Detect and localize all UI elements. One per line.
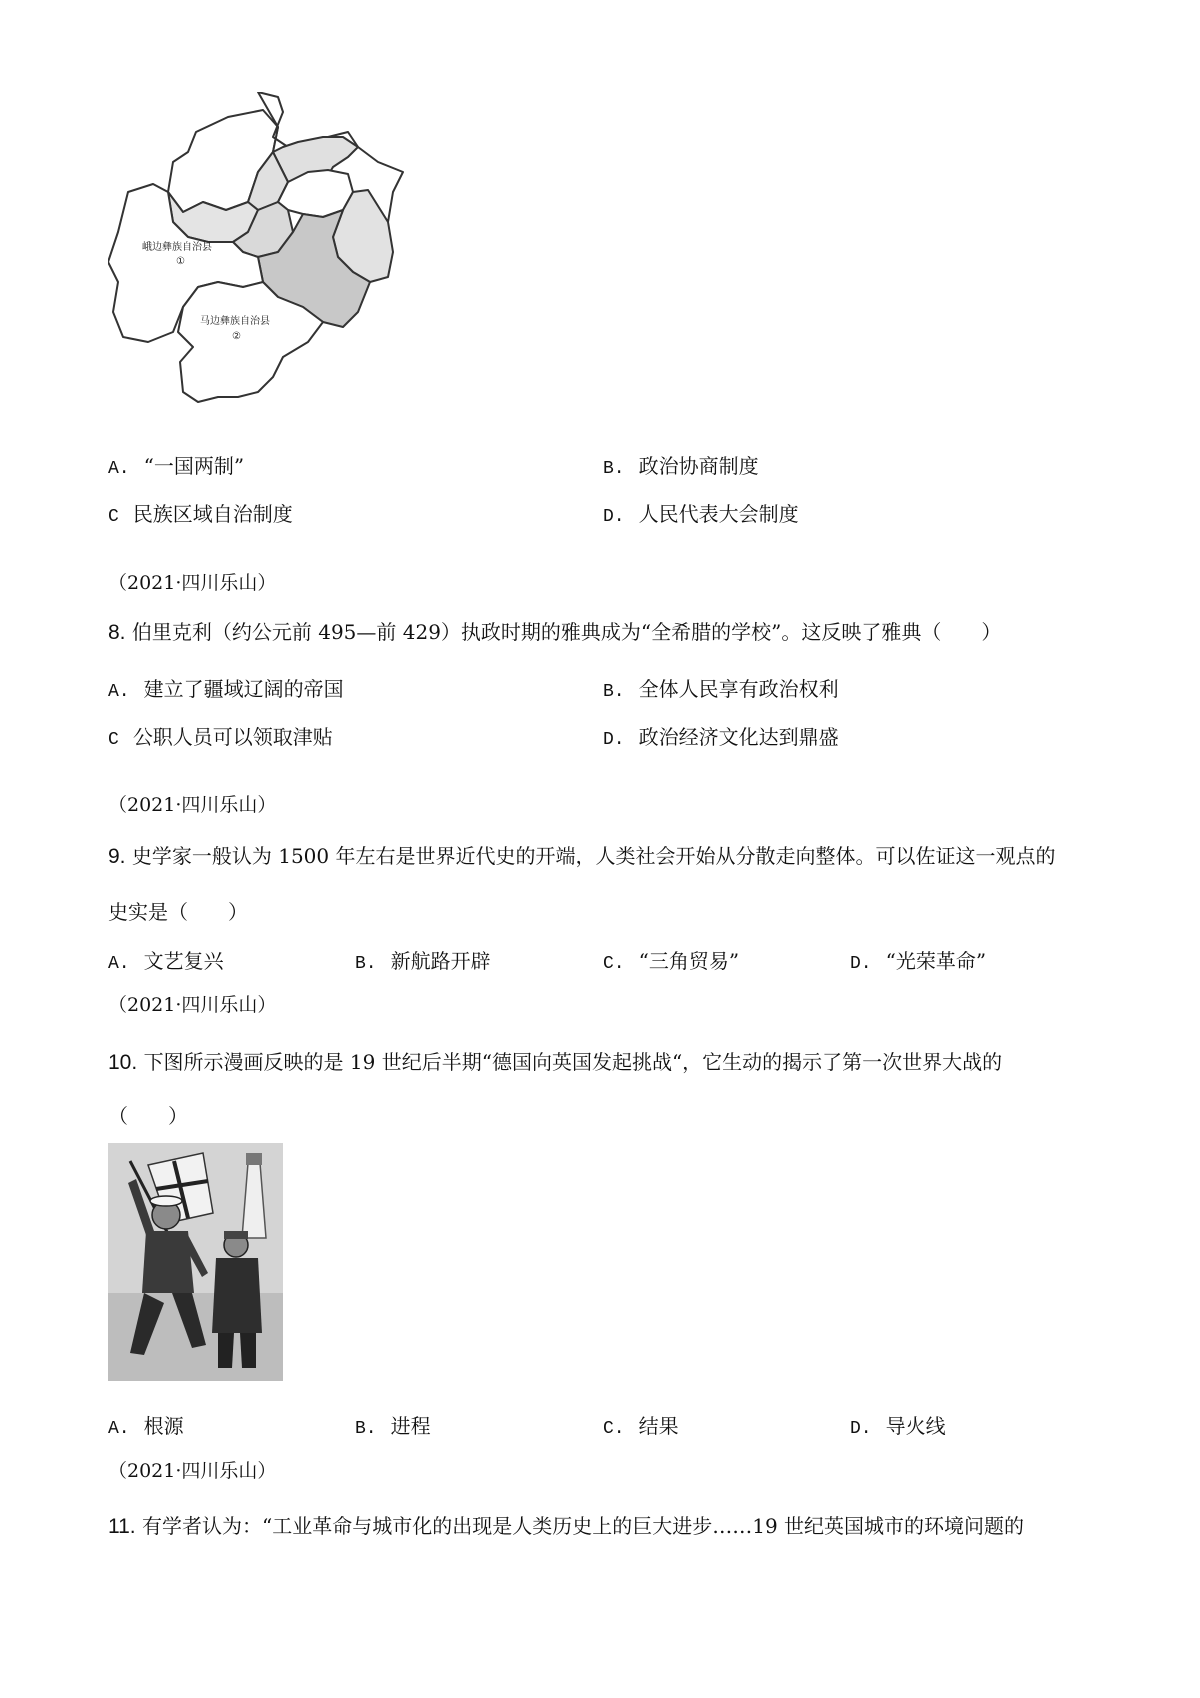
q8-source: （2021·四川乐山） (108, 572, 277, 594)
q8-option-c[interactable] (108, 721, 333, 750)
q8-option-a[interactable] (108, 673, 344, 702)
option-text: “一国两制” (143, 454, 245, 478)
option-text: “光荣革命” (885, 949, 987, 973)
option-letter: C (108, 730, 119, 750)
question-number: 9. (108, 845, 126, 868)
q10-source: （2021·四川乐山） (108, 994, 277, 1016)
q7-option-c[interactable] (108, 498, 293, 527)
option-letter: C. (603, 1419, 625, 1439)
q8-option-b[interactable] (603, 673, 839, 702)
option-text: 政治经济文化达到鼎盛 (638, 725, 839, 749)
option-letter: C. (603, 954, 625, 974)
q11-source: （2021·四川乐山） (108, 1460, 277, 1482)
q9-option-b[interactable] (355, 945, 491, 974)
option-letter: B. (355, 1419, 377, 1439)
map-figure (108, 92, 438, 437)
question-text: 下图所示漫画反映的是 19 世纪后半期“德国向英国发起挑战“，它生动的揭示了第一次世界大战的 (143, 1050, 1003, 1074)
question-text: 有学者认为：“工业革命与城市化的出现是人类历史上的巨大进步……19 世纪英国城市的环境问题的 (142, 1514, 1025, 1538)
q9-option-c[interactable] (603, 945, 739, 974)
option-letter: D. (850, 1419, 872, 1439)
q8-stem (108, 616, 1001, 645)
q10-option-a[interactable] (108, 1410, 184, 1439)
option-letter: B. (603, 459, 625, 479)
q11-stem-line1 (108, 1510, 1024, 1539)
map-label-ebian: 峨边彝族自治县 (142, 242, 212, 253)
option-text: “三角贸易” (638, 949, 740, 973)
option-letter: A. (108, 1419, 130, 1439)
cartoon-image (108, 1143, 283, 1381)
option-text: 人民代表大会制度 (638, 502, 799, 526)
q7-option-d[interactable] (603, 498, 799, 527)
option-text: 新航路开辟 (390, 949, 491, 973)
option-text: 全体人民享有政治权利 (638, 677, 839, 701)
q7-option-b[interactable] (603, 450, 759, 479)
option-text: 结果 (638, 1414, 679, 1438)
q10-option-b[interactable] (355, 1410, 431, 1439)
option-letter: A. (108, 459, 130, 479)
map-marker-2: ② (232, 331, 241, 342)
option-letter: D. (603, 507, 625, 527)
option-text: 进程 (390, 1414, 431, 1438)
option-text: 公职人员可以领取津贴 (132, 725, 333, 749)
q7-option-a[interactable] (108, 450, 244, 479)
question-number: 10. (108, 1051, 138, 1074)
question-text: 伯里克利（约公元前 495—前 429）执政时期的雅典成为“全希腊的学校”。这反映了雅典（ ） (131, 620, 1002, 644)
option-text: 民族区域自治制度 (132, 502, 293, 526)
option-letter: C (108, 507, 119, 527)
option-text: 建立了疆域辽阔的帝国 (143, 677, 344, 701)
question-number: 8. (108, 621, 126, 644)
q10-option-d[interactable] (850, 1410, 946, 1439)
option-text: 政治协商制度 (638, 454, 759, 478)
map-label-mabian: 马边彝族自治县 (200, 316, 270, 327)
q9-stem-line2: 史实是（ ） (108, 900, 248, 924)
q9-source: （2021·四川乐山） (108, 794, 277, 816)
q10-stem-line1 (108, 1046, 1002, 1075)
q10-option-c[interactable] (603, 1410, 679, 1439)
option-letter: D. (603, 730, 625, 750)
option-letter: A. (108, 954, 130, 974)
q9-stem-line1 (108, 840, 1056, 869)
map-marker-1: ① (176, 256, 185, 267)
question-text: 史学家一般认为 1500 年左右是世界近代史的开端，人类社会开始从分散走向整体。可以佐证这一观点的 (131, 844, 1056, 868)
option-text: 根源 (143, 1414, 184, 1438)
q9-option-d[interactable] (850, 945, 986, 974)
option-letter: B. (355, 954, 377, 974)
option-letter: A. (108, 682, 130, 702)
question-number: 11. (108, 1515, 136, 1538)
option-text: 文艺复兴 (143, 949, 224, 973)
option-text: 导火线 (885, 1414, 946, 1438)
option-letter: D. (850, 954, 872, 974)
q8-option-d[interactable] (603, 721, 839, 750)
q9-option-a[interactable] (108, 945, 224, 974)
q10-stem-line2: （ ） (108, 1104, 188, 1128)
option-letter: B. (603, 682, 625, 702)
